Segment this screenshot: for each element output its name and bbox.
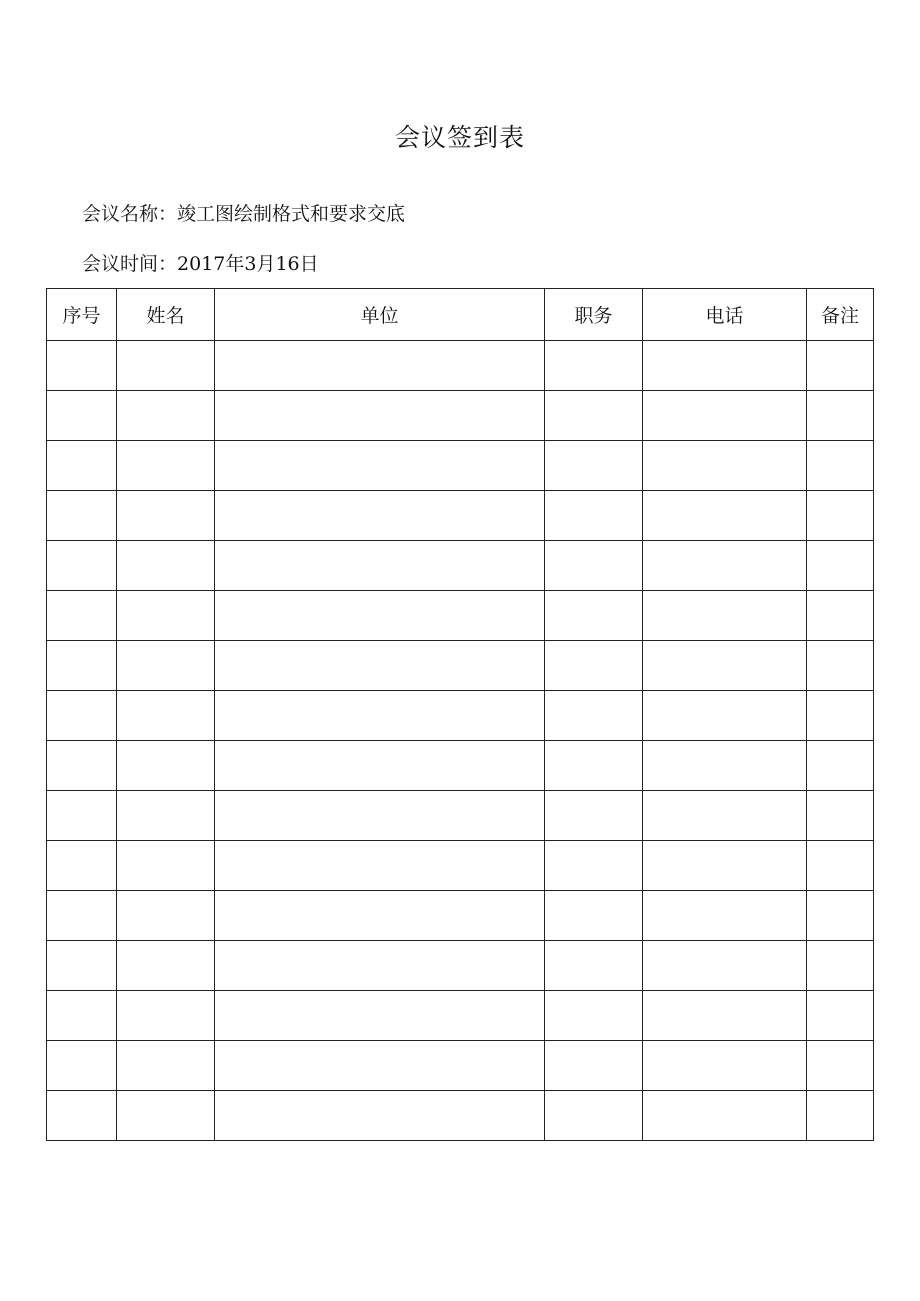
cell-name [117, 591, 215, 641]
table-row [47, 741, 874, 791]
cell-name [117, 491, 215, 541]
cell-position [545, 491, 643, 541]
cell-seq-no [47, 941, 117, 991]
table-row [47, 491, 874, 541]
cell-phone [643, 441, 807, 491]
cell-seq-no [47, 791, 117, 841]
cell-organization [215, 791, 545, 841]
sign-in-table [46, 288, 874, 1141]
header-name: 姓名 [117, 289, 215, 341]
cell-organization [215, 591, 545, 641]
cell-position [545, 641, 643, 691]
table-row [47, 591, 874, 641]
cell-name [117, 791, 215, 841]
cell-phone [643, 691, 807, 741]
cell-organization [215, 391, 545, 441]
table-row [47, 441, 874, 491]
cell-phone [643, 741, 807, 791]
cell-name [117, 541, 215, 591]
cell-seq-no [47, 441, 117, 491]
cell-remarks [807, 341, 874, 391]
cell-phone [643, 641, 807, 691]
table-header-row [47, 289, 874, 341]
cell-remarks [807, 741, 874, 791]
cell-phone [643, 491, 807, 541]
cell-remarks [807, 391, 874, 441]
table-row [47, 891, 874, 941]
cell-position [545, 391, 643, 441]
table-row [47, 791, 874, 841]
cell-remarks [807, 491, 874, 541]
cell-organization [215, 541, 545, 591]
cell-phone [643, 841, 807, 891]
cell-remarks [807, 691, 874, 741]
cell-seq-no [47, 391, 117, 441]
meeting-name-value: 竣工图绘制格式和要求交底 [177, 203, 406, 225]
cell-seq-no [47, 341, 117, 391]
cell-seq-no [47, 641, 117, 691]
cell-remarks [807, 641, 874, 691]
cell-organization [215, 741, 545, 791]
cell-name [117, 891, 215, 941]
cell-phone [643, 891, 807, 941]
table-row [47, 341, 874, 391]
header-phone: 电话 [643, 289, 807, 341]
cell-position [545, 891, 643, 941]
cell-remarks [807, 991, 874, 1041]
table-row [47, 1041, 874, 1091]
table-row [47, 991, 874, 1041]
cell-seq-no [47, 991, 117, 1041]
cell-name [117, 441, 215, 491]
cell-seq-no [47, 541, 117, 591]
cell-organization [215, 341, 545, 391]
cell-name [117, 941, 215, 991]
cell-phone [643, 791, 807, 841]
table-row [47, 691, 874, 741]
cell-organization [215, 1091, 545, 1141]
header-remarks: 备注 [807, 289, 874, 341]
cell-organization [215, 941, 545, 991]
cell-remarks [807, 841, 874, 891]
cell-position [545, 541, 643, 591]
meeting-time-value: 2017年3月16日 [177, 253, 319, 275]
header-position: 职务 [545, 289, 643, 341]
cell-seq-no [47, 491, 117, 541]
table-row [47, 941, 874, 991]
cell-name [117, 741, 215, 791]
cell-name [117, 641, 215, 691]
cell-organization [215, 641, 545, 691]
cell-position [545, 741, 643, 791]
cell-organization [215, 691, 545, 741]
cell-position [545, 591, 643, 641]
cell-remarks [807, 941, 874, 991]
cell-remarks [807, 441, 874, 491]
cell-organization [215, 841, 545, 891]
meeting-time-label: 会议时间： [82, 253, 178, 275]
cell-phone [643, 341, 807, 391]
cell-name [117, 691, 215, 741]
cell-position [545, 441, 643, 491]
cell-name [117, 341, 215, 391]
header-seq-no: 序号 [47, 289, 117, 341]
cell-phone [643, 391, 807, 441]
cell-remarks [807, 541, 874, 591]
document-title: 会议签到表 [394, 123, 525, 152]
cell-name [117, 391, 215, 441]
cell-seq-no [47, 691, 117, 741]
cell-phone [643, 991, 807, 1041]
cell-organization [215, 1041, 545, 1091]
cell-remarks [807, 1041, 874, 1091]
cell-organization [215, 441, 545, 491]
cell-phone [643, 941, 807, 991]
cell-seq-no [47, 891, 117, 941]
cell-position [545, 941, 643, 991]
cell-position [545, 341, 643, 391]
cell-position [545, 691, 643, 741]
cell-seq-no [47, 1041, 117, 1091]
cell-organization [215, 891, 545, 941]
meeting-time-line [82, 250, 319, 278]
cell-organization [215, 991, 545, 1041]
meeting-name-label: 会议名称： [82, 203, 178, 225]
cell-seq-no [47, 591, 117, 641]
cell-phone [643, 591, 807, 641]
table-body [47, 341, 874, 1141]
cell-position [545, 791, 643, 841]
cell-name [117, 1041, 215, 1091]
cell-seq-no [47, 841, 117, 891]
cell-name [117, 1091, 215, 1141]
table-row [47, 391, 874, 441]
cell-organization [215, 491, 545, 541]
header-organization: 单位 [215, 289, 545, 341]
cell-remarks [807, 1091, 874, 1141]
cell-position [545, 841, 643, 891]
meeting-name-line [82, 200, 405, 228]
cell-phone [643, 1041, 807, 1091]
cell-position [545, 991, 643, 1041]
cell-name [117, 991, 215, 1041]
cell-remarks [807, 891, 874, 941]
cell-name [117, 841, 215, 891]
cell-phone [643, 541, 807, 591]
cell-phone [643, 1091, 807, 1141]
cell-seq-no [47, 1091, 117, 1141]
table-row [47, 841, 874, 891]
cell-seq-no [47, 741, 117, 791]
cell-remarks [807, 591, 874, 641]
table-row [47, 541, 874, 591]
cell-position [545, 1041, 643, 1091]
table-row [47, 1091, 874, 1141]
cell-remarks [807, 791, 874, 841]
cell-position [545, 1091, 643, 1141]
table-row [47, 641, 874, 691]
